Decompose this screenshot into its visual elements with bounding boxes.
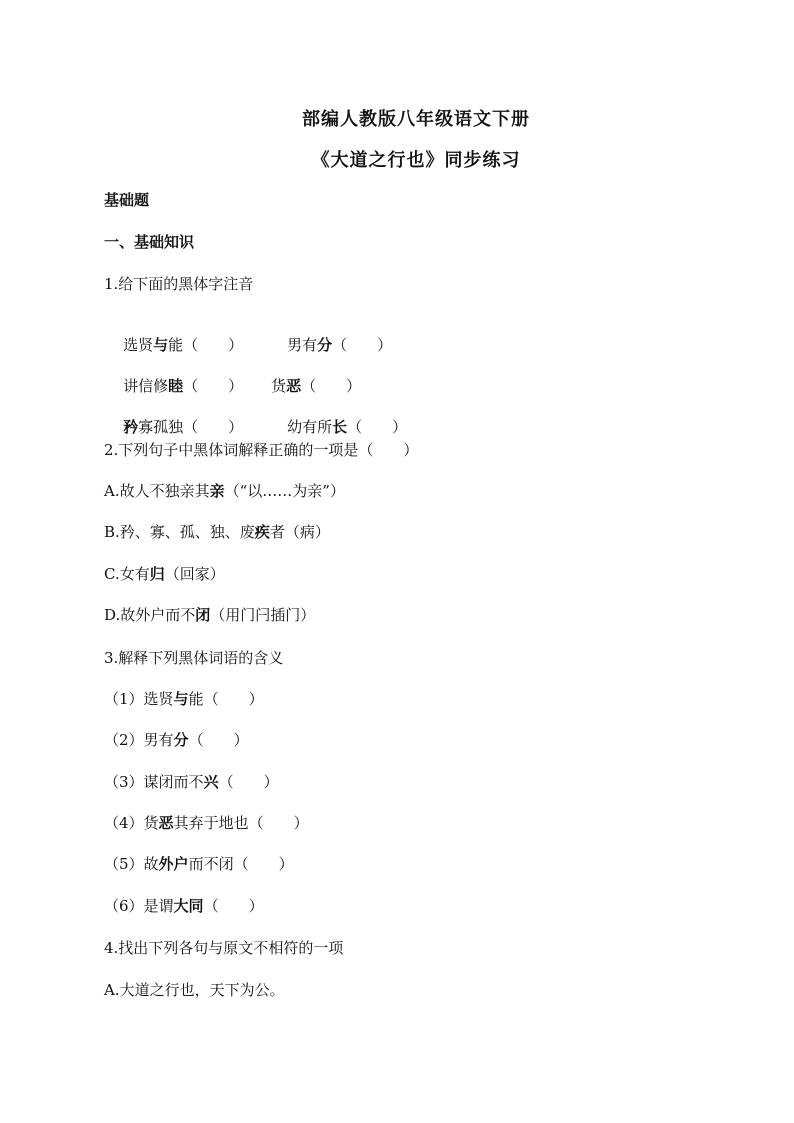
question-3-stem: 3.解释下列黑体词语的含义 (104, 649, 284, 667)
question-2-option-c: C.女有归（回家） (104, 565, 225, 583)
q1-item-6: 幼有所长（ ） (287, 418, 408, 436)
question-2-option-b: B.矜、寡、孤、独、废疾者（病） (104, 523, 330, 541)
question-3-item-2: （2）男有分（ ） (104, 731, 249, 749)
question-3-item-5: （5）故外户而不闭（ ） (104, 855, 294, 873)
q1-item-1: 选贤与能（ ） (123, 336, 244, 354)
question-3-item-3: （3）谋闭而不兴（ ） (104, 773, 279, 791)
question-3-item-1: （1）选贤与能（ ） (104, 690, 264, 708)
question-4-option-a: A.大道之行也，天下为公。 (104, 981, 285, 999)
q1-item-3: 讲信修睦（ ） (123, 377, 244, 395)
document-title: 部编人教版八年级语文下册 (302, 109, 530, 130)
question-4-stem: 4.找出下列各句与原文不相符的一项 (104, 939, 344, 957)
question-2-option-d: D.故外户而不闭（用门闩插门） (104, 606, 316, 624)
q1-item-4: 货恶（ ） (271, 377, 362, 395)
question-2-option-a: A.故人不独亲其亲（“以……为亲”） (104, 482, 345, 500)
q1-item-2: 男有分（ ） (287, 336, 393, 354)
question-2-stem: 2.下列句子中黑体词解释正确的一项是（ ） (104, 441, 419, 459)
question-3-item-6: （6）是谓大同（ ） (104, 897, 264, 915)
section-level-label: 基础题 (104, 191, 150, 209)
section-heading-basic-knowledge: 一、基础知识 (104, 233, 195, 251)
question-3-item-4: （4）货恶其弃于地也（ ） (104, 814, 309, 832)
q1-item-5: 矜寡孤独（ ） (123, 418, 244, 436)
document-subtitle: 《大道之行也》同步练习 (311, 150, 521, 171)
question-1-stem: 1.给下面的黑体字注音 (104, 275, 254, 293)
